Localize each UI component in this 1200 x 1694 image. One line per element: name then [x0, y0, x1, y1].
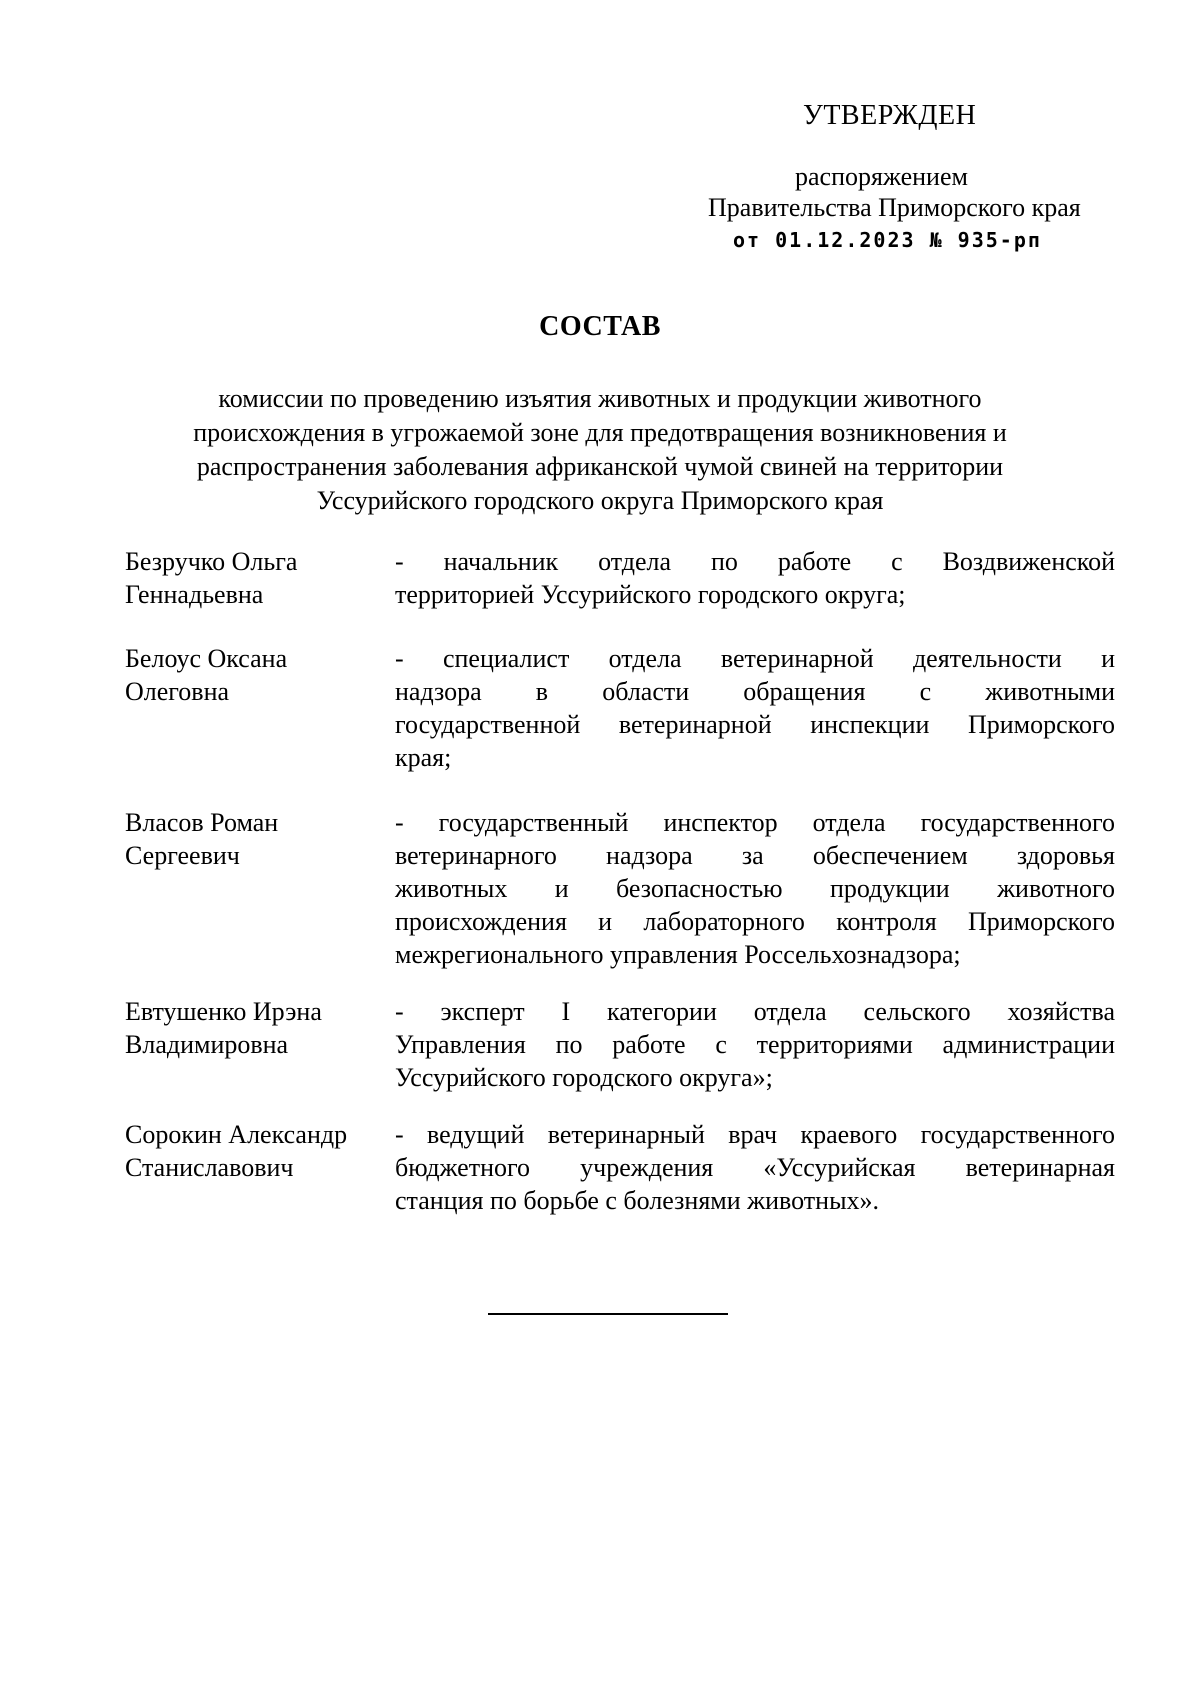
member-role-line: Управления по работе с территориями администрации	[395, 1030, 1115, 1059]
member-role	[395, 1118, 1115, 1217]
member-name-line: Евтушенко Ирэна	[125, 997, 322, 1026]
member-name	[125, 545, 395, 611]
member-name-line: Белоус Оксана	[125, 644, 288, 673]
member-name-line: Сорокин Александр	[125, 1120, 348, 1149]
member-role-line: территорией Уссурийского городского округа;	[395, 580, 906, 609]
document-title: СОСТАВ	[539, 311, 661, 342]
member-name-line: Сергеевич	[125, 841, 240, 870]
member-row	[125, 995, 1115, 1094]
subtitle-line: Уссурийского городского округа Приморского края	[316, 486, 884, 515]
member-role	[395, 995, 1115, 1094]
member-name-line: Власов Роман	[125, 808, 279, 837]
member-role-line: края;	[395, 743, 452, 772]
member-role-line: Уссурийского городского округа»;	[395, 1063, 773, 1092]
member-role-line: - эксперт I категории отдела сельского хозяйства	[395, 997, 1115, 1026]
subtitle-line: происхождения в угрожаемой зоне для предотвращения возникновения и	[193, 418, 1007, 447]
member-role	[395, 642, 1115, 774]
member-role-line: - государственный инспектор отдела государственного	[395, 808, 1115, 837]
member-row	[125, 642, 1115, 774]
member-row	[125, 806, 1115, 971]
member-role	[395, 545, 1115, 611]
member-role-line: - начальник отдела по работе с Воздвиженской	[395, 547, 1115, 576]
member-role	[395, 806, 1115, 971]
member-name	[125, 806, 395, 971]
member-role-line: - ведущий ветеринарный врач краевого государственного	[395, 1120, 1115, 1149]
member-role-line: государственной ветеринарной инспекции Приморского	[395, 710, 1115, 739]
member-role-line: происхождения и лабораторного контроля Приморского	[395, 907, 1115, 936]
document-subtitle	[150, 382, 1050, 518]
member-name-line: Безручко Ольга	[125, 547, 298, 576]
member-name	[125, 995, 395, 1094]
member-role-line: межрегионального управления Россельхознадзора;	[395, 940, 961, 969]
closing-divider	[488, 1313, 728, 1315]
member-name	[125, 642, 395, 774]
member-name-line: Станиславович	[125, 1153, 294, 1182]
member-role-line: - специалист отдела ветеринарной деятельности и	[395, 644, 1115, 673]
member-row	[125, 545, 1115, 611]
approval-date-number: от 01.12.2023 № 935-рп	[733, 228, 1042, 252]
member-name-line: Владимировна	[125, 1030, 289, 1059]
member-role-line: станция по борьбе с болезнями животных».	[395, 1186, 880, 1215]
subtitle-line: распространения заболевания африканской чумой свиней на территории	[196, 452, 1004, 481]
approval-heading: УТВЕРЖДЕН	[803, 100, 977, 131]
member-role-line: бюджетного учреждения «Уссурийская ветеринарная	[395, 1153, 1115, 1182]
member-role-line: животных и безопасностью продукции животного	[395, 874, 1115, 903]
approval-order-type: распоряжением	[795, 162, 968, 191]
commission-members-list	[125, 545, 1115, 1217]
member-role-line: надзора в области обращения с животными	[395, 677, 1115, 706]
member-name-line: Геннадьевна	[125, 580, 264, 609]
member-name-line: Олеговна	[125, 677, 230, 706]
subtitle-line: комиссии по проведению изъятия животных и продукции животного	[218, 384, 982, 413]
approval-authority: Правительства Приморского края	[708, 193, 1081, 222]
member-name	[125, 1118, 395, 1217]
member-row	[125, 1118, 1115, 1217]
member-role-line: ветеринарного надзора за обеспечением здоровья	[395, 841, 1115, 870]
